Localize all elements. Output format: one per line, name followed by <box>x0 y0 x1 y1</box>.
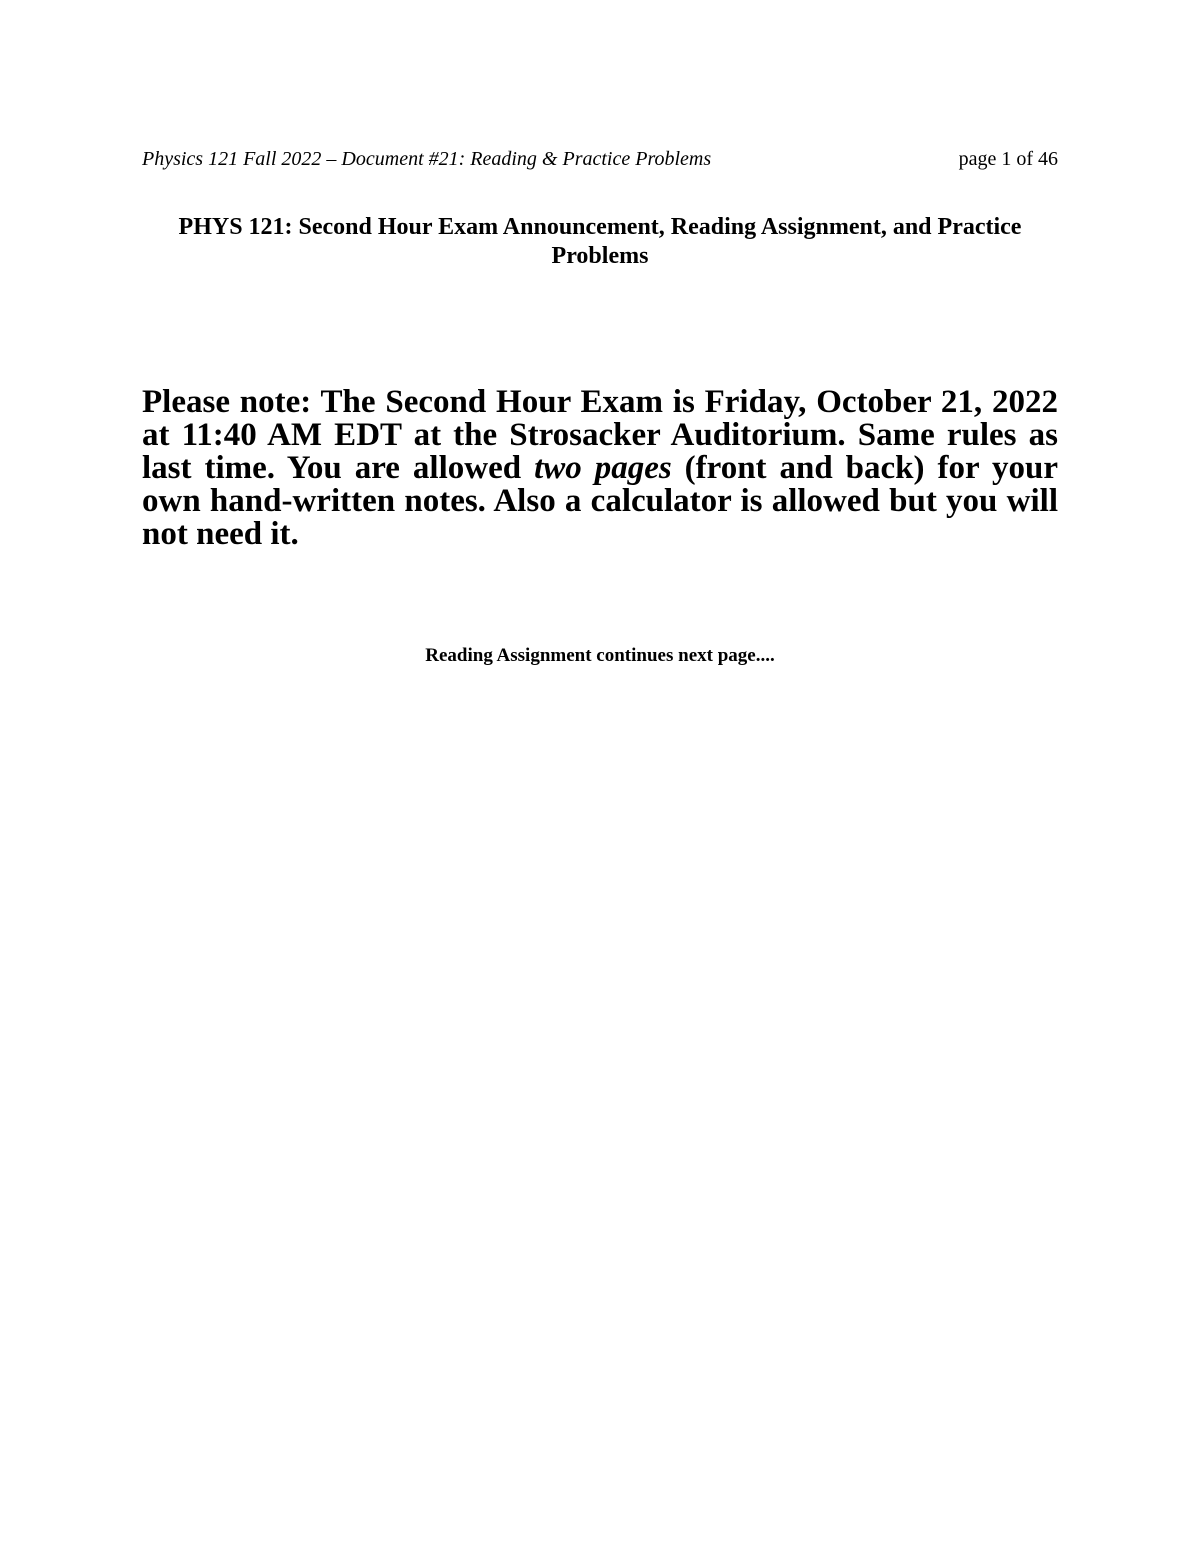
page-header <box>142 145 1058 173</box>
announcement-emphasis: two pages <box>534 450 672 486</box>
continues-note: Reading Assignment continues next page.... <box>425 645 775 666</box>
document-title: PHYS 121: Second Hour Exam Announcement, Reading Assignment, and Practice Problems <box>178 214 1022 269</box>
page-number: page 1 of 46 <box>958 148 1058 170</box>
announcement-text-start: Please note: The Second Hour Exam is Friday, October 21, 2022 at 11:40 AM EDT at the Strosacker Auditorium. Same rules as last time. You are allowed <box>142 384 1058 486</box>
announcement-text-end: (front and back) for your own hand-written notes. Also a calculator is allowed but you will not need it. <box>142 450 1058 552</box>
exam-announcement <box>142 386 1058 551</box>
running-title: Physics 121 Fall 2022 – Document #21: Reading & Practice Problems <box>142 148 712 170</box>
